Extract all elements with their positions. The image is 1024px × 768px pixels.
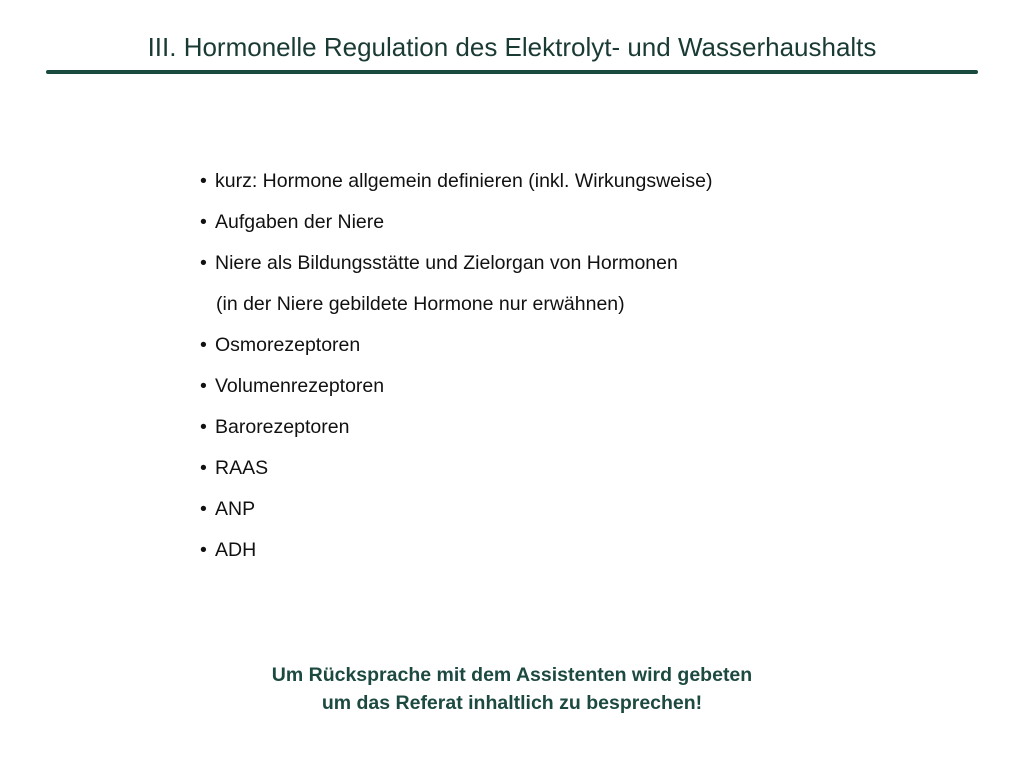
list-item-text: Barorezeptoren: [215, 416, 350, 438]
bullet-icon: •: [200, 375, 207, 397]
list-item: [200, 448, 712, 489]
slide-title: III. Hormonelle Regulation des Elektrolyt- und Wasserhaushalts: [147, 32, 877, 62]
bullet-icon: •: [200, 211, 207, 233]
bullet-icon: •: [200, 498, 207, 520]
list-item-text: Osmorezeptoren: [215, 334, 361, 356]
list-item-text: (in der Niere gebildete Hormone nur erwähnen): [216, 293, 625, 315]
assistant-note-line-2: um das Referat inhaltlich zu besprechen!: [321, 692, 703, 714]
list-item: [200, 489, 712, 530]
bullet-icon: •: [200, 252, 207, 274]
list-item-text: Aufgaben der Niere: [215, 211, 385, 233]
list-item-text: ANP: [215, 498, 256, 520]
bullet-icon: •: [200, 457, 207, 479]
list-item-text: RAAS: [215, 457, 269, 479]
list-item-text: ADH: [215, 539, 257, 561]
list-item: [200, 407, 712, 448]
list-item-continuation: [200, 284, 712, 325]
bullet-icon: •: [200, 334, 207, 356]
list-item: [200, 202, 712, 243]
list-item: [200, 243, 712, 284]
assistant-note: [0, 661, 1024, 717]
list-item: [200, 366, 712, 407]
list-item: [200, 325, 712, 366]
list-item: [200, 161, 712, 202]
assistant-note-line-1: Um Rücksprache mit dem Assistenten wird gebeten: [271, 664, 753, 686]
list-item-text: Volumenrezeptoren: [215, 375, 385, 397]
list-item-text: kurz: Hormone allgemein definieren (inkl. Wirkungsweise): [215, 170, 713, 192]
bullet-icon: •: [200, 416, 207, 438]
bullet-icon: •: [200, 539, 207, 561]
title-underline: [46, 70, 978, 74]
list-item: [200, 530, 712, 571]
bullet-icon: •: [200, 170, 207, 192]
list-item-text: Niere als Bildungsstätte und Zielorgan von Hormonen: [215, 252, 678, 274]
bullet-list: [200, 161, 712, 571]
